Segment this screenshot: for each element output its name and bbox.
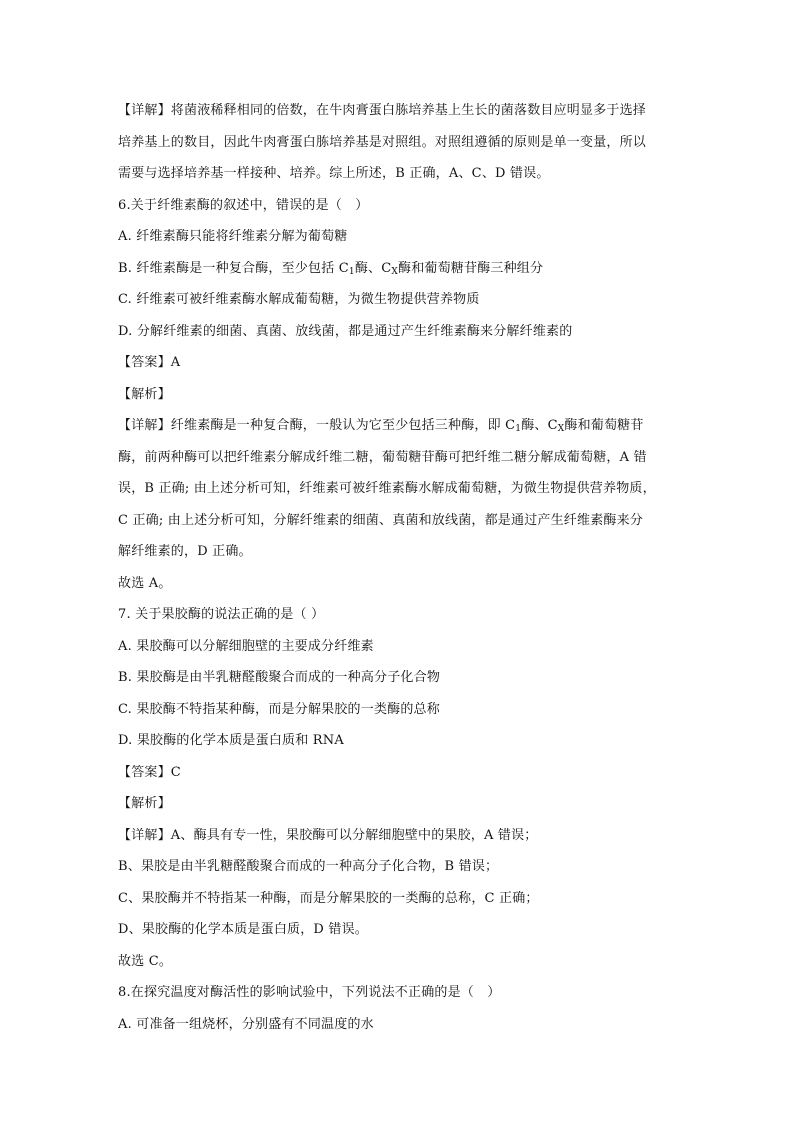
- question-7-option-a: A. 果胶酶可以分解细胞壁的主要成分纤维素: [118, 639, 374, 654]
- analysis-label: 【解析】: [118, 796, 171, 811]
- option-b-text-end: 酶和葡萄糖苷酶三种组分: [398, 261, 544, 276]
- question-6-option-b: [118, 261, 688, 277]
- question-8-option-a: A. 可准备一组烧杯，分别盛有不同温度的水: [118, 1017, 374, 1032]
- option-b-text: B. 纤维素酶是一种复合酶，至少包括 C: [118, 261, 349, 276]
- text-line: 培养基上的数目，因此牛肉膏蛋白胨培养基是对照组。对照组遵循的原则是单一变量，所以: [118, 135, 647, 150]
- text-line: D、果胶酶的化学本质是蛋白质，D 错误。: [118, 922, 368, 937]
- detail-text-end: 酶和葡萄糖苷: [564, 418, 644, 433]
- question-8-title: 8.在探究温度对酶活性的影响试验中，下列说法不正确的是（ ）: [118, 985, 501, 1000]
- choose-line: 故选 A。: [118, 576, 172, 591]
- question-6-option-a: A. 纤维素酶只能将纤维素分解为葡萄糖: [118, 229, 348, 244]
- text-line: 酶，前两种酶可以把纤维素分解成纤维二糖，葡萄糖苷酶可把纤维二糖分解成葡萄糖，A 错: [118, 450, 647, 465]
- option-b-text-mid: 酶、C: [354, 261, 392, 276]
- question-6-option-d: D. 分解纤维素的细菌、真菌、放线菌，都是通过产生纤维素酶来分解纤维素的: [118, 324, 573, 339]
- question-6-option-c: C. 纤维素可被纤维素酶水解成葡萄糖，为微生物提供营养物质: [118, 292, 480, 307]
- text-line: B、果胶是由半乳糖醛酸聚合而成的一种高分子化合物，B 错误；: [118, 859, 499, 874]
- question-7-title: 7. 关于果胶酶的说法正确的是（ ）: [118, 607, 325, 622]
- text-line: C 正确; 由上述分析可知，分解纤维素的细菌、真菌和放线菌，都是通过产生纤维素酶来分: [118, 513, 643, 528]
- answer-label: 【答案】C: [118, 765, 181, 780]
- subscript: 1: [515, 424, 522, 434]
- text-line: 解纤维素的，D 正确。: [118, 544, 252, 559]
- text-line: C、果胶酶并不特指某一种酶，而是分解果胶的一类酶的总称，C 正确；: [118, 891, 539, 906]
- answer-label: 【答案】A: [118, 355, 181, 370]
- question-7-option-b: B. 果胶酶是由半乳糖醛酸聚合而成的一种高分子化合物: [118, 670, 441, 685]
- subscript: X: [557, 424, 565, 434]
- text-line: 【详解】A、酶具有专一性，果胶酶可以分解细胞壁中的果胶，A 错误；: [118, 828, 538, 843]
- analysis-label: 【解析】: [118, 387, 171, 402]
- subscript: X: [391, 267, 398, 277]
- choose-line: 故选 C。: [118, 954, 173, 969]
- text-line: 误，B 正确; 由上述分析可知，纤维素可被纤维素酶水解成葡萄糖，为微生物提供营养物质，: [118, 481, 656, 496]
- subscript: 1: [348, 267, 355, 277]
- detail-text: 【详解】纤维素酶是一种复合酶，一般认为它至少包括三种酶，即 C: [118, 418, 516, 433]
- question-7-option-d: D. 果胶酶的化学本质是蛋白质和 RNA: [118, 733, 344, 748]
- text-line: 【详解】将菌液稀释相同的倍数，在牛肉膏蛋白胨培养基上生长的菌落数目应明显多于选择: [118, 103, 647, 118]
- question-7-option-c: C. 果胶酶不特指某种酶，而是分解果胶的一类酶的总称: [118, 702, 440, 717]
- text-line: 需要与选择培养基一样接种、培养。综上所述，B 正确，A、C、D 错误。: [118, 166, 550, 181]
- detail-line: [118, 418, 688, 434]
- question-6-title: 6.关于纤维素酶的叙述中，错误的是（ ）: [118, 198, 369, 213]
- detail-text-mid: 酶、C: [521, 418, 558, 433]
